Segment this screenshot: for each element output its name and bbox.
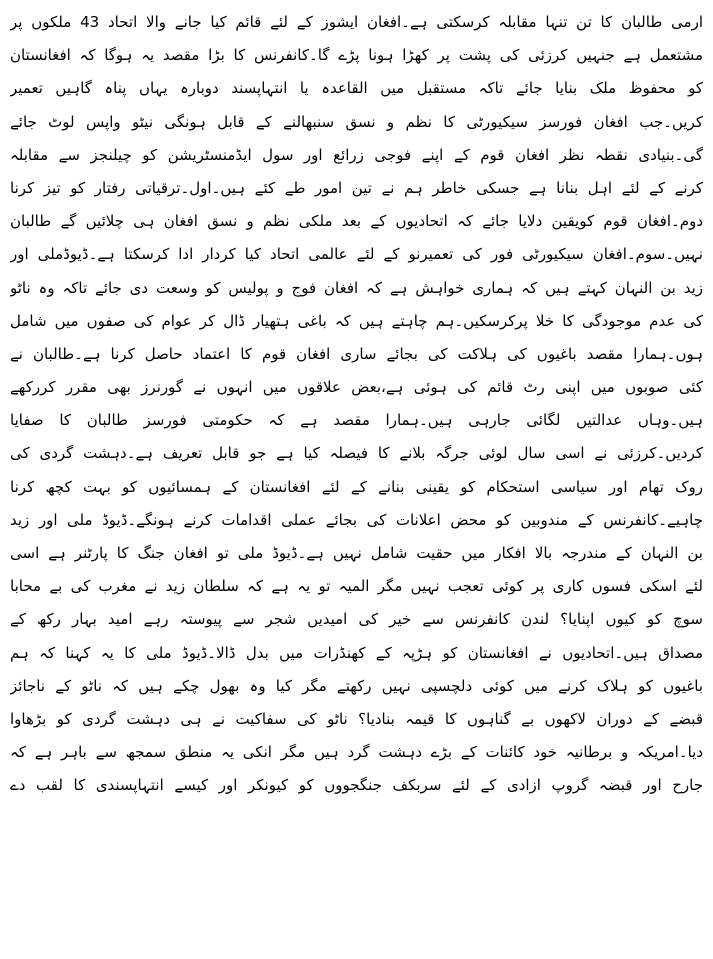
article-body [10, 6, 703, 803]
text-line: روک تھام اور سیاسی استحکام کو یقینی بنانے کے لئے افغانستان کے ہمسائیوں کو بہت کچھ کرنا [10, 477, 703, 496]
text-line: نہیں۔سوم۔افغان سیکیورٹی فور کی تعمیرنو کے لئے عالمی اتحاد کیا کردار ادا کرسکتا ہے۔ڈیوڈملی اور [10, 245, 703, 264]
text-line: مشتعمل ہے جنہیں کرزئی کی پشت پر کھڑا ہونا پڑے گا۔کانفرنس کا بڑا مقصد یہ ہوگا کہ افغانستان [10, 46, 703, 65]
text-line: دیا۔امریکہ و برطانیہ خود کائنات کے بڑے دہشت گرد ہیں مگر انکی یہ منطق سمجھ سے باہر ہے کہ [10, 743, 703, 762]
text-line: دوم۔افغان قوم کویقین دلایا جائے کہ اتحادیوں کے بعد ملکی نظم و نسق افغان ہی چلائیں گے طالبان [10, 212, 703, 231]
text-line: ارمی طالبان کا تن تنہا مقابلہ کرسکتی ہے۔افغان ایشوز کے لئے قائم کیا جانے والا اتحاد 43 ملکوں پر [10, 13, 703, 31]
text-line: کئی صوبوں میں اپنی رٹ قائم کی ہوئی ہے،بعض علاقوں میں انہوں نے گورنرز بھی مقرر کررکھے [10, 378, 703, 397]
text-line: باغیوں کو ہلاک کرنے میں کوئی دلچسپی نہیں رکھتے مگر کیا وہ بھول چکے ہیں کہ ناٹو کے ناجائز [10, 676, 703, 695]
text-line: کردیں۔کرزئی نے اسی سال لوئی جرگہ بلانے کا فیصلہ کیا ہے جو قابل تعریف ہے۔دہشت گردی کی [10, 444, 703, 463]
text-line: کریں۔جب افغان فورسز سیکیورٹی کا نظم و نسق سنبھالنے کے قابل ہونگی نیٹو واپس لوٹ جائے [10, 112, 703, 131]
text-line: لئے اسکی فسوں کاری پر کوئی تعجب نہیں مگر المیہ تو یہ ہے کہ سلطان زید نے مغرب کی بے محابا [10, 577, 703, 596]
text-line: سوچ کو کیوں اپنایا؟ لندن کانفرنس سے خیر کی امیدیں شجر سے پیوستہ رہے امید بہار رکھ کے [10, 610, 703, 629]
text-line: کو محفوظ ملک بنایا جائے تاکہ مستقبل میں القاعدہ یا انتہاپسند دوبارہ یہاں پناہ گاہیں تعمیر [10, 79, 703, 98]
text-line: ہوں۔ہمارا مقصد باغیوں کی ہلاکت کی بجائے ساری افغان قوم کا اعتماد حاصل کرنا ہے۔طالبان نے [10, 344, 703, 363]
text-line: مصداق ہیں۔اتحادیوں نے افغانستان کو ہڑپہ کے کھنڈرات میں بدل ڈالا۔ڈیوڈ ملی کا یہ کہنا کہ ہم [10, 643, 703, 662]
text-line: بن النہان کے مندرجہ بالا افکار میں حقیت شامل نہیں ہے۔ڈیوڈ ملی تو افغان جنگ کا پارٹنر ہے اسی [10, 544, 703, 562]
text-line: ہیں۔وہاں عدالتیں لگائی جارہی ہیں۔ہمارا مقصد ہے کہ حکومتی فورسز طالبان کا صفایا [10, 411, 703, 430]
text-line: جارح اور قبضہ گروپ ازادی کے لئے سربکف جنگجووں کو کیونکر اور کیسے انتہاپسندی کا لقب دے [10, 776, 703, 795]
text-line: کرنے کے لئے اہل بنانا ہے جسکی خاطر ہم نے تین امور طے کئے ہیں۔اول۔ترقیاتی رفتار کو تیز کرنا [10, 178, 703, 197]
text-line: زید بن النہان کہتے ہیں کہ ہماری خواہش ہے کہ افغان فوج و پولیس کو وسعت دی جائے تاکہ وہ ناٹو [10, 278, 703, 297]
text-line: قبضے کے دوران لاکھوں بے گناہوں کا قیمہ بنادیا؟ ناٹو کی سفاکیت نے ہی دہشت گردی کو بڑھاوا [10, 709, 703, 728]
text-line: کی عدم موجودگی کا خلا پرکرسکیں۔ہم چاہتے ہیں کہ باغی ہتھیار ڈال کر عوام کی صفوں میں شامل [10, 311, 703, 330]
text-line: چاہیے۔کانفرنس کے مندوبین کو محض اعلانات کی بجائے عملی اقدامات کرنے ہونگے۔ڈیوڈ ملی اور زید [10, 510, 703, 529]
text-line: گی۔بنیادی نقطہ نظر افغان قوم کے اپنے فوجی زرائع اور سول ایڈمنسٹریشن کو چیلنجز سے مقابلہ [10, 145, 703, 164]
